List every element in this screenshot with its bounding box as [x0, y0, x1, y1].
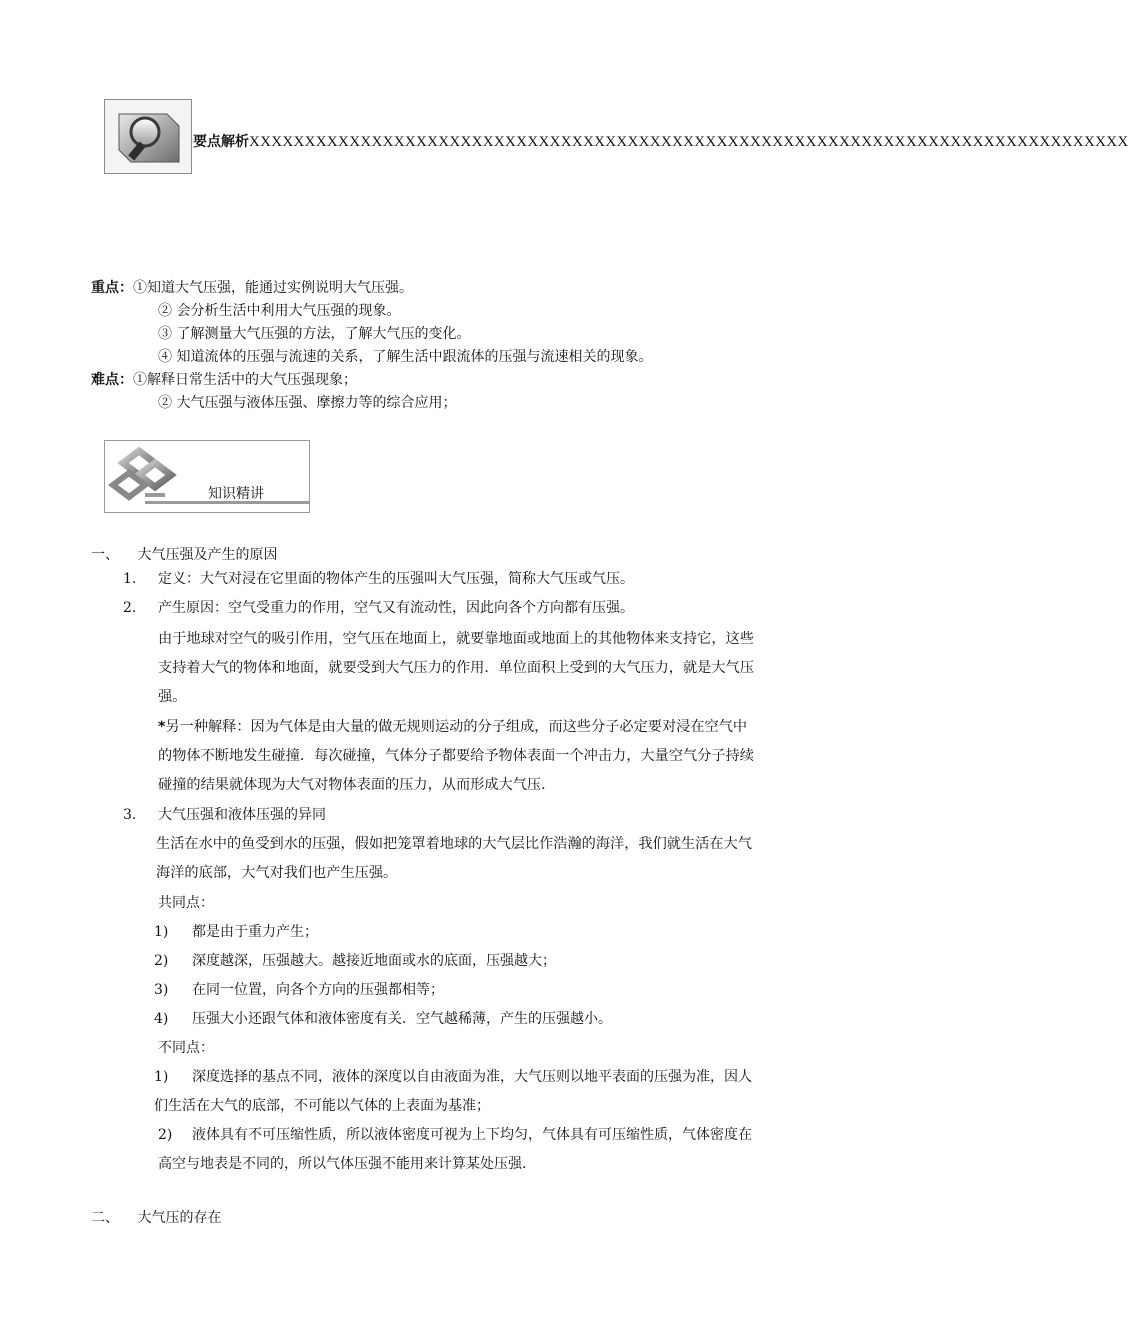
section1-title: 大气压强及产生的原因: [137, 547, 278, 563]
item2-paragraph1: [158, 625, 868, 712]
focus-label: 重点：: [91, 280, 133, 296]
section1-num: 一、: [91, 547, 119, 563]
item3-intro-line1: 生活在水中的鱼受到水的压强，假如把笼罩着地球的大气层比作浩瀚的海洋，我们就生活在大气: [156, 836, 752, 852]
magnifier-icon: [105, 100, 191, 173]
common-4-text: 压强大小还跟气体和液体密度有关．空气越稀薄，产生的压强越小。: [192, 1011, 612, 1027]
common-1-num: 1): [154, 924, 169, 940]
item3-text: 大气压强和液体压强的异同: [158, 807, 326, 823]
item2-paragraph2: [158, 713, 868, 800]
item2-p1-line3: 强。: [158, 689, 187, 705]
common-2-text: 深度越深，压强越大。越接近地面或水的底面，压强越大；: [192, 953, 556, 969]
common-4-num: 4): [154, 1011, 169, 1027]
item2-num: 2.: [123, 600, 137, 616]
item2-p1-line2: 支持着大气的物体和地面，就要受到大气压力的作用．单位面积上受到的大气压力，就是大气压: [158, 660, 754, 676]
knowledge-logo-icon: [105, 441, 309, 512]
diff-1-line2: 们生活在大气的底部，不可能以气体的上表面为基准；: [154, 1098, 490, 1114]
section2-heading: [91, 1207, 221, 1227]
focus-block: [91, 277, 413, 300]
diff-label: 不同点：: [158, 1040, 214, 1056]
difficulty-block: [91, 369, 357, 392]
item3-intro: [156, 830, 868, 888]
knowledge-banner: [104, 440, 310, 513]
common-2-num: 2): [154, 953, 169, 969]
common-3-text: 在同一位置，向各个方向的压强都相等；: [192, 982, 444, 998]
difficulty-item-1: ①解释日常生活中的大气压强现象；: [133, 372, 357, 388]
diff-2-line2: 高空与地表是不同的，所以气体压强不能用来计算某处压强．: [158, 1156, 536, 1172]
knowledge-banner-title: 知识精讲: [208, 486, 264, 502]
diff-2-line1: 液体具有不可压缩性质，所以液体密度可视为上下均匀，气体具有可压缩性质，气体密度在: [192, 1127, 752, 1143]
header-filler: XXXXXXXXXXXXXXXXXXXXXXXXXXXXXXXXXXXXXXXXXXXXXXXXXXXXXXXXXXXXXXXXXXXXXXXXXXXXXXX: [249, 134, 1128, 150]
difficulty-item-2: ② 大气压强与液体压强、摩擦力等的综合应用；: [158, 395, 457, 411]
focus-item-1: ①知道大气压强，能通过实例说明大气压强。: [133, 280, 413, 296]
focus-item-2: ② 会分析生活中利用大气压强的现象。: [158, 303, 401, 319]
item3-intro-line2: 海洋的底部，大气对我们也产生压强。: [156, 865, 398, 881]
focus-item-4: ④ 知道流体的压强与流速的关系，了解生活中跟流体的压强与流速相关的现象。: [158, 349, 653, 365]
item2-text: 产生原因：空气受重力的作用，空气又有流动性，因此向各个方向都有压强。: [158, 600, 634, 616]
diff-1-line1: 深度选择的基点不同，液体的深度以自由液面为准，大气压则以地平表面的压强为准，因人: [192, 1069, 752, 1085]
item1-num: 1.: [123, 571, 137, 587]
section1-heading: [91, 544, 277, 564]
item3-num: 3.: [123, 807, 137, 823]
item2-p1-line1: 由于地球对空气的吸引作用，空气压在地面上，就要靠地面或地面上的其他物体来支持它，这些: [158, 631, 754, 647]
section2-title: 大气压的存在: [137, 1210, 222, 1226]
common-1-text: 都是由于重力产生；: [192, 924, 318, 940]
diff-2-num: 2): [158, 1127, 173, 1143]
item2-p2-line1: 另一种解释：因为气体是由大量的做无规则运动的分子组成，而这些分子必定要对浸在空气中: [165, 719, 748, 735]
item1-text: 定义：大气对浸在它里面的物体产生的压强叫大气压强，简称大气压或气压。: [158, 571, 634, 587]
common-label: 共同点：: [158, 895, 214, 911]
diff-1-num: 1): [154, 1069, 169, 1085]
item2-p2-star: *: [158, 719, 166, 735]
section2-num: 二、: [91, 1210, 119, 1226]
focus-item-3: ③ 了解测量大气压强的方法，了解大气压的变化。: [158, 326, 471, 342]
common-3-num: 3): [154, 982, 169, 998]
item2-p2-line3: 碰撞的结果就体现为大气对物体表面的压力，从而形成大气压．: [158, 777, 556, 793]
difficulty-label: 难点：: [91, 372, 133, 388]
magnifier-icon-box: [104, 99, 192, 174]
header-title: [193, 131, 1128, 151]
item2-p2-line2: 的物体不断地发生碰撞．每次碰撞，气体分子都要给予物体表面一个冲击力，大量空气分子持续: [158, 748, 754, 764]
header-label: 要点解析: [193, 134, 249, 150]
